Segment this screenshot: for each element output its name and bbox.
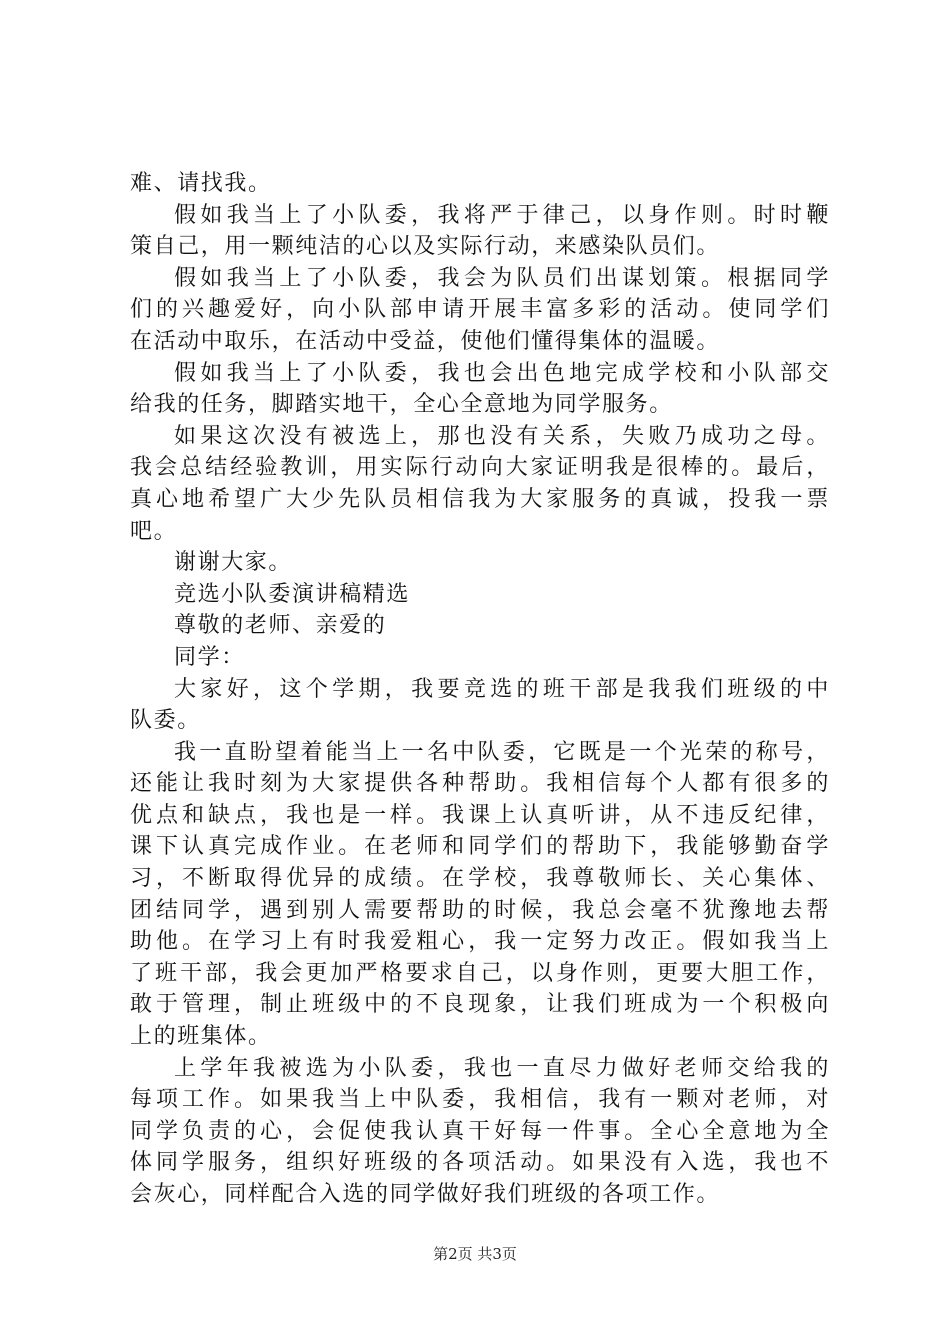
page-footer: 第2页 共3页 (433, 1245, 517, 1263)
text-line: 谢谢大家。 (174, 550, 293, 576)
text-line: 假如我当上了小队委，我也会出色地完成学校和小队部交 (174, 360, 830, 386)
text-line: 我一直盼望着能当上一名中队委，它既是一个光荣的称号， (174, 739, 830, 765)
text-line: 还能让我时刻为大家提供各种帮助。我相信每个人都有很多的 (130, 771, 830, 797)
text-line: 大家好，这个学期，我要竞选的班干部是我我们班级的中 (174, 676, 830, 702)
text-line: 如果这次没有被选上，那也没有关系，失败乃成功之母。 (174, 423, 830, 449)
text-line: 我会总结经验教训，用实际行动向大家证明我是很棒的。最后， (130, 455, 830, 481)
text-line: 上的班集体。 (130, 1024, 272, 1050)
text-line: 竞选小队委演讲稿精选 (174, 581, 411, 607)
text-line: 会灰心，同样配合入选的同学做好我们班级的各项工作。 (130, 1182, 721, 1207)
text-line: 同学负责的心，会促使我认真干好每一件事。全心全意地为全 (130, 1118, 830, 1144)
text-line: 难、请找我。 (130, 171, 272, 196)
text-line: 敢于管理，制止班级中的不良现象，让我们班成为一个积极向 (130, 992, 830, 1018)
text-line: 优点和缺点，我也是一样。我课上认真听讲，从不违反纪律， (130, 802, 830, 828)
text-line: 同学： (174, 644, 245, 670)
text-line: 真心地希望广大少先队员相信我为大家服务的真诚，投我一票 (130, 486, 830, 512)
text-line: 在活动中取乐，在活动中受益，使他们懂得集体的温暖。 (130, 328, 721, 354)
text-line: 每项工作。如果我当上中队委，我相信，我有一颗对老师，对 (130, 1087, 830, 1113)
text-line: 们的兴趣爱好，向小队部申请开展丰富多彩的活动。使同学们 (130, 297, 830, 323)
text-line: 吧。 (130, 518, 178, 544)
text-line: 体同学服务，组织好班级的各项活动。如果没有入选，我也不 (130, 1150, 830, 1176)
text-line: 习，不断取得优异的成绩。在学校，我尊敬师长、关心集体、 (130, 866, 830, 892)
text-line: 队委。 (130, 708, 201, 734)
text-line: 上学年我被选为小队委，我也一直尽力做好老师交给我的 (174, 1055, 830, 1081)
text-line: 课下认真完成作业。在老师和同学们的帮助下，我能够勤奋学 (130, 834, 830, 860)
text-line: 团结同学，遇到别人需要帮助的时候，我总会毫不犹豫地去帮 (130, 897, 830, 923)
text-line: 尊敬的老师、亲爱的 (174, 613, 387, 639)
text-line: 策自己，用一颗纯洁的心以及实际行动，来感染队员们。 (130, 234, 721, 260)
text-line: 助他。在学习上有时我爱粗心，我一定努力改正。假如我当上 (130, 929, 830, 955)
text-line: 给我的任务，脚踏实地干，全心全意地为同学服务。 (130, 392, 673, 418)
text-line: 假如我当上了小队委，我将严于律己，以身作则。时时鞭 (174, 202, 830, 228)
text-line: 了班干部，我会更加严格要求自己，以身作则，更要大胆工作， (130, 960, 830, 986)
document-body (130, 168, 830, 1211)
text-line: 假如我当上了小队委，我会为队员们出谋划策。根据同学 (174, 265, 830, 291)
